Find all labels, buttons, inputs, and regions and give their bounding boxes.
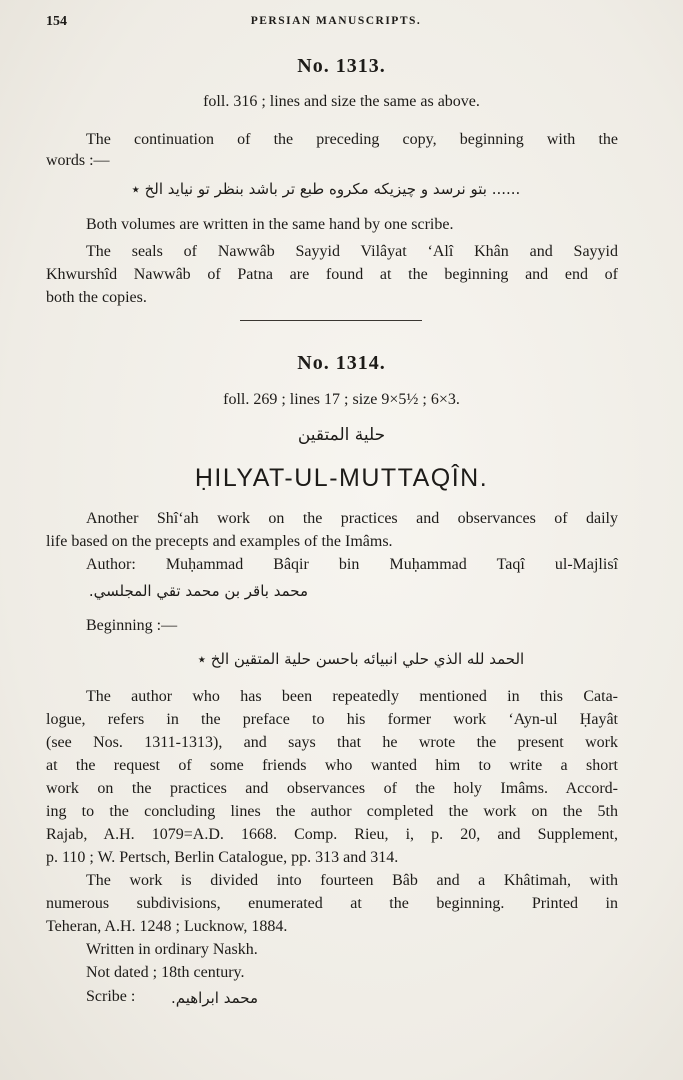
continuation-line-1: The continuation of the preceding copy, beginning with the [86, 131, 618, 148]
body-line-4: at the request of some friends who wanted him to write a short [46, 757, 618, 774]
scribe-label: Scribe : [86, 988, 136, 1005]
page-number: 154 [46, 14, 67, 29]
author-line: Author: Muḥammad Bâqir bin Muḥammad Taqî ul-Majlisî [86, 556, 618, 573]
beginning-arabic: الحمد لله الذي حلي انبيائه باحسن حلية المتقين الخ ٭ [197, 650, 525, 668]
description-line-1: Another Shî‘ah work on the practices and observances of daily [86, 510, 618, 527]
entry-number-1313: No. 1313. [297, 55, 386, 77]
division-line-3: Teheran, A.H. 1248 ; Lucknow, 1884. [46, 918, 288, 935]
body-line-7: Rajab, A.H. 1079=A.D. 1668. Comp. Rieu, i, p. 20, and Supplement, [46, 826, 618, 843]
division-line-1: The work is divided into fourteen Bâb and a Khâtimah, with [86, 872, 618, 889]
author-arabic: محمد باقر بن محمد تقي المجلسي. [88, 582, 308, 600]
section-divider [240, 320, 422, 321]
seals-line-3: both the copies. [46, 289, 147, 306]
collation-1313: foll. 316 ; lines and size the same as above. [203, 93, 480, 110]
dated-line: Not dated ; 18th century. [86, 964, 245, 981]
division-line-2: numerous subdivisions, enumerated at the beginning. Printed in [46, 895, 618, 912]
body-line-2: logue, refers in the preface to his former work ‘Ayn-ul Ḥayât [46, 711, 618, 728]
scribe-arabic: محمد ابراهیم. [170, 989, 258, 1007]
description-line-2: life based on the precepts and examples of the Imâms. [46, 533, 393, 550]
entry-number-1314: No. 1314. [297, 352, 386, 374]
body-line-6: ing to the concluding lines the author completed the work on the 5th [46, 803, 618, 820]
seals-line-1: The seals of Nawwâb Sayyid Vilâyat ‘Alî Khân and Sayyid [86, 243, 618, 260]
volumes-line: Both volumes are written in the same hand by one scribe. [86, 216, 454, 233]
continuation-line-2: words :— [46, 152, 110, 169]
body-line-1: The author who has been repeatedly mentioned in this Cata- [86, 688, 618, 705]
work-title: ḤILYAT-UL-MUTTAQÎN. [194, 464, 489, 492]
running-head [46, 14, 626, 36]
written-line: Written in ordinary Naskh. [86, 941, 258, 958]
running-head-title: PERSIAN MANUSCRIPTS. [250, 15, 422, 27]
seals-line-2: Khwurshîd Nawwâb of Patna are found at the beginning and end of [46, 266, 618, 283]
title-arabic: حلیة المتقین [297, 425, 386, 445]
collation-1314: foll. 269 ; lines 17 ; size 9×5½ ; 6×3. [223, 391, 460, 408]
body-line-3: (see Nos. 1311-1313), and says that he wrote the present work [46, 734, 618, 751]
beginning-label: Beginning :— [86, 617, 178, 634]
body-line-5: work on the practices and observances of the holy Imâms. Accord- [46, 780, 618, 797]
incipit-arabic-1313: ...... بتو نرسد و چیزیکه مکروه طبع تر باشد بنظر تو نیاید الخ ٭ [131, 180, 521, 198]
body-line-8: p. 110 ; W. Pertsch, Berlin Catalogue, pp. 313 and 314. [46, 849, 399, 866]
